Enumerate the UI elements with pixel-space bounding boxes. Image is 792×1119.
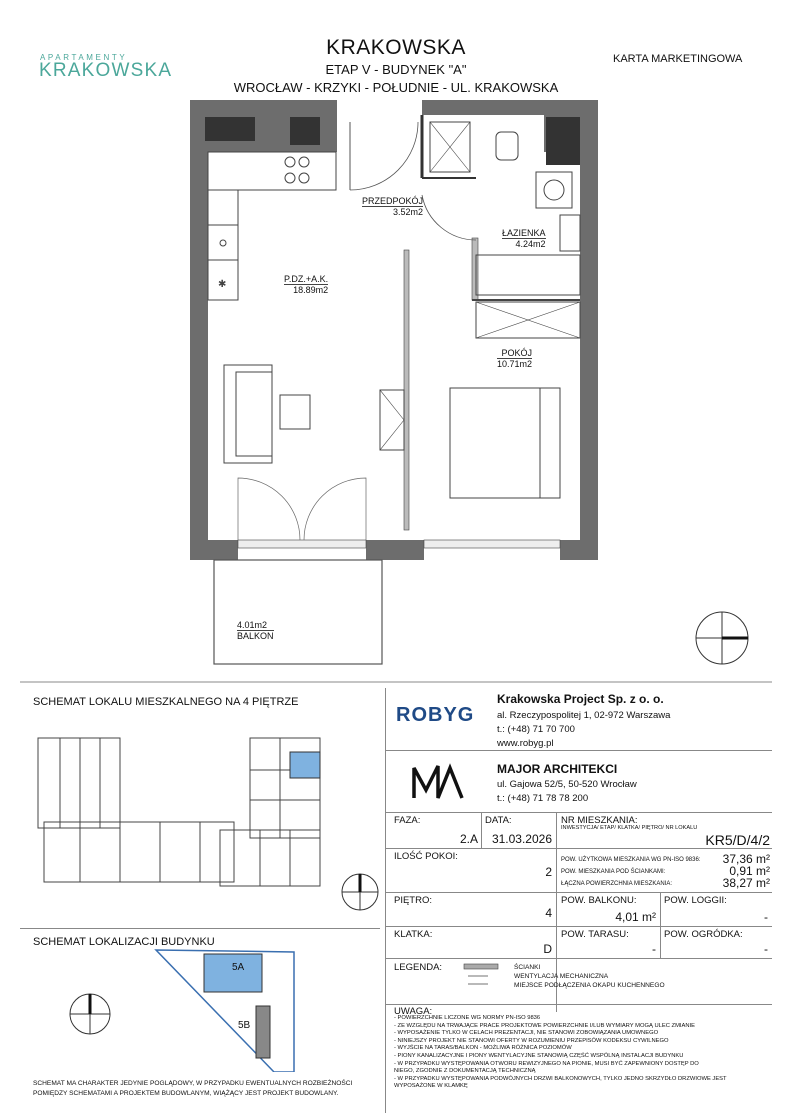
logo-brand: KRAKOWSKA — [39, 60, 173, 81]
pow-tarasu-label: POW. TARASU: — [561, 929, 629, 940]
project-address: WROCŁAW - KRZYKI - POŁUDNIE - UL. KRAKOWSKA — [233, 80, 559, 95]
logo-subtitle: APARTAMENTY — [40, 53, 128, 62]
pow-pod-sciankami-value: 0,91 m² — [729, 864, 770, 878]
project-title: KRAKOWSKA — [326, 36, 466, 59]
pow-uzytkowa-label: POW. UŻYTKOWA MIESZKANIA WG PN-ISO 9836: — [561, 857, 701, 863]
robyg-logo: ROBYG — [396, 704, 475, 726]
developer-website[interactable]: www.robyg.pl — [497, 738, 554, 749]
developer-phone: t.: (+48) 71 70 700 — [497, 724, 575, 735]
room-label-bedroom: POKÓJ 10.71m2 — [497, 348, 533, 369]
room-label-bathroom: ŁAZIENKA 4.24m2 — [502, 228, 546, 249]
data-value: 31.03.2026 — [491, 832, 552, 846]
data-label: DATA: — [485, 815, 512, 826]
project-subtitle: ETAP V - BUDYNEK "A" — [325, 62, 467, 77]
pow-ogrodka-label: POW. OGRÓDKA: — [664, 929, 743, 940]
floor-scheme-title: SCHEMAT LOKALU MIESZKALNEGO NA 4 PIĘTRZE — [33, 696, 299, 708]
info-vertical-divider — [385, 688, 386, 1113]
scheme-divider — [20, 928, 380, 929]
disclaimer: SCHEMAT MA CHARAKTER JEDYNIE POGLĄDOWY, W PRZYPADKU EWENTUALNYCH ROZBIEŻNOŚCI POMIĘDZY SCHEMATAMI A PROJEKTEM BUDOWLANYM, WIĄŻĄCY JEST PROJEKT BUDOWLANY. — [33, 1080, 353, 1097]
legend-label: LEGENDA: — [394, 962, 443, 973]
room-label-hallway: PRZEDPOKÓJ 3.52m2 — [362, 196, 424, 217]
architect-name: MAJOR ARCHITEKCI — [497, 762, 618, 776]
location-scheme-map — [60, 948, 320, 1072]
svg-text:✱: ✱ — [218, 279, 227, 290]
notes-list: - POWIERZCHNIE LICZONE WG NORMY PN-ISO 9836 - ZE WZGLĘDU NA TRWAJĄCE PRACE PROJEKTOWE POWIERZCHNIE I/LUB WYMIARY MOGĄ ULEC ZMIANIE - WYPOSAŻENIE TYLKO W CELACH PREZENTACJI, NIE STANOWI ZOBOWIĄZANIA UMOWNEGO - NINIEJSZY PROJEKT NIE STANOWI OFERTY W ROZUMIENIU PRZEPISÓW KODEKSU CYWILNEGO - WYJŚCIE NA TARAS/BALKON - MOŻLIWA RÓŻNICA POZIOMÓW - PIONY KANALIZACYJNE I PIONY WENTYLACYJNE STANOWIĄ CZĘŚĆ WSPÓLNĄ INSTALACJI BUDYNKU - W PRZYPADKU WYSTĘPOWANIA OTWORU REWIZYJNEGO NA PIONIE, MUSI BYĆ ZAPEWNIONY DOSTĘP DO NIEGO, ZGODNIE Z DOKUMENTACJĄ TECHNICZNĄ - W PRZYPADKU WYSTĘPOWANIA PODWÓJNYCH DRZWI BALKONOWYCH, TYLKO JEDNO SKRZYDŁO DRZWIOWE JEST WYPOSAŻONE W KLAMKĘ — [394, 1015, 727, 1090]
nr-mieszkania-label: NR MIESZKANIA: — [561, 815, 638, 826]
architect-address: ul. Gajowa 52/5, 50-520 Wrocław — [497, 779, 637, 790]
architect-phone: t.: (+48) 71 78 78 200 — [497, 793, 589, 804]
pietro-label: PIĘTRO: — [394, 895, 433, 906]
ilosc-pokoi-label: ILOŚĆ POKOI: — [394, 851, 458, 862]
faza-value: 2.A — [459, 832, 478, 846]
notes-label: UWAGA: — [394, 1006, 433, 1017]
building-5b-label: 5B — [238, 1020, 251, 1031]
pow-laczna-label: ŁĄCZNA POWIERZCHNIA MIESZKANIA: — [561, 881, 673, 887]
pietro-value: 4 — [545, 906, 552, 920]
ilosc-pokoi-value: 2 — [545, 865, 552, 879]
developer-name: Krakowska Project Sp. z o. o. — [497, 692, 664, 706]
pow-loggii-value: - — [764, 910, 768, 924]
legend-symbols — [462, 962, 512, 992]
nr-mieszkania-subtitle: INWESTYCJA/ ETAP/ KLATKA/ PIĘTRO/ NR LOKALU — [561, 825, 698, 831]
pow-ogrodka-value: - — [764, 942, 768, 956]
klatka-value: D — [543, 942, 552, 956]
building-5a-label: 5A — [232, 962, 245, 973]
klatka-label: KLATKA: — [394, 929, 433, 940]
pow-laczna-value: 38,27 m² — [722, 876, 770, 890]
pow-tarasu-value: - — [652, 942, 656, 956]
card-type: KARTA MARKETINGOWA — [613, 53, 743, 65]
legend-items: ŚCIANKI WENTYLACJA MECHANICZNA MIEJSCE PODŁĄCZENIA OKAPU KUCHENNEGO — [514, 964, 665, 989]
faza-label: FAZA: — [394, 815, 421, 826]
location-scheme-title: SCHEMAT LOKALIZACJI BUDYNKU — [33, 936, 215, 948]
pow-balkonu-label: POW. BALKONU: — [561, 895, 637, 906]
nr-mieszkania-value: KR5/D/4/2 — [705, 832, 770, 848]
room-label-living-kitchen: P.DZ.+A.K. 18.89m2 — [284, 274, 329, 295]
pow-loggii-label: POW. LOGGII: — [664, 895, 727, 906]
developer-address: al. Rzeczypospolitej 1, 02-972 Warszawa — [497, 710, 671, 721]
floor-scheme-map — [30, 730, 380, 920]
major-architekci-logo-icon — [410, 760, 466, 800]
room-label-balcony: 4.01m2 BALKON — [237, 620, 274, 641]
pow-balkonu-value: 4,01 m² — [615, 910, 656, 924]
pow-uzytkowa-value: 37,36 m² — [722, 852, 770, 866]
pow-pod-sciankami-label: POW. MIESZKANIA POD ŚCIANKAMI: — [561, 869, 666, 875]
